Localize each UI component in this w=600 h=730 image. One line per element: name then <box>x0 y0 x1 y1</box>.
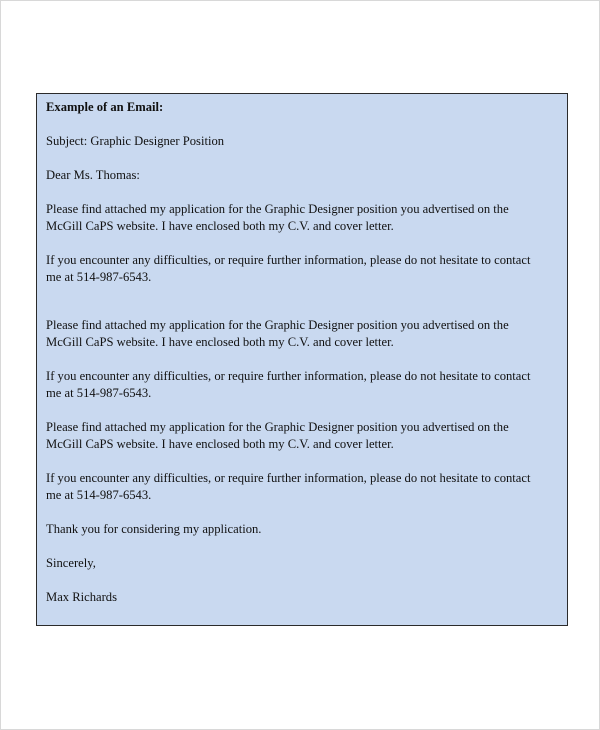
paragraph-line: me at 514-987-6543. <box>46 488 152 502</box>
paragraph-line: Please find attached my application for the Graphic Designer position you advertised on the <box>46 420 509 434</box>
email-closing: Sincerely, <box>46 556 96 570</box>
paragraph-line: McGill CaPS website. I have enclosed both my C.V. and cover letter. <box>46 219 394 233</box>
spacer <box>46 572 558 589</box>
spacer <box>46 351 558 368</box>
email-subject: Subject: Graphic Designer Position <box>46 134 225 148</box>
email-paragraph-5 <box>46 419 558 453</box>
paragraph-line: Please find attached my application for the Graphic Designer position you advertised on the <box>46 318 509 332</box>
spacer <box>46 504 558 521</box>
paragraph-line: Please find attached my application for the Graphic Designer position you advertised on the <box>46 202 509 216</box>
email-paragraph-3 <box>46 317 558 351</box>
spacer <box>46 184 558 201</box>
paragraph-line: me at 514-987-6543. <box>46 386 152 400</box>
email-paragraph-6 <box>46 470 558 504</box>
spacer <box>46 150 558 167</box>
email-paragraph-4 <box>46 368 558 402</box>
paragraph-line: me at 514-987-6543. <box>46 270 152 284</box>
email-example-box <box>36 93 568 626</box>
email-paragraph-1 <box>46 201 558 235</box>
email-paragraph-2 <box>46 252 558 286</box>
spacer <box>46 402 558 419</box>
email-greeting: Dear Ms. Thomas: <box>46 168 140 182</box>
spacer <box>46 116 558 133</box>
paragraph-line: McGill CaPS website. I have enclosed both my C.V. and cover letter. <box>46 335 394 349</box>
email-example-heading: Example of an Email: <box>46 100 164 114</box>
email-thanks: Thank you for considering my application. <box>46 522 262 536</box>
email-signature: Max Richards <box>46 590 117 604</box>
spacer <box>46 453 558 470</box>
paragraph-line: If you encounter any difficulties, or require further information, please do not hesitate to contact <box>46 369 531 383</box>
paragraph-line: If you encounter any difficulties, or require further information, please do not hesitate to contact <box>46 471 531 485</box>
spacer <box>46 235 558 252</box>
spacer <box>46 538 558 555</box>
paragraph-line: If you encounter any difficulties, or require further information, please do not hesitate to contact <box>46 253 531 267</box>
spacer <box>46 286 558 317</box>
paragraph-line: McGill CaPS website. I have enclosed both my C.V. and cover letter. <box>46 437 394 451</box>
